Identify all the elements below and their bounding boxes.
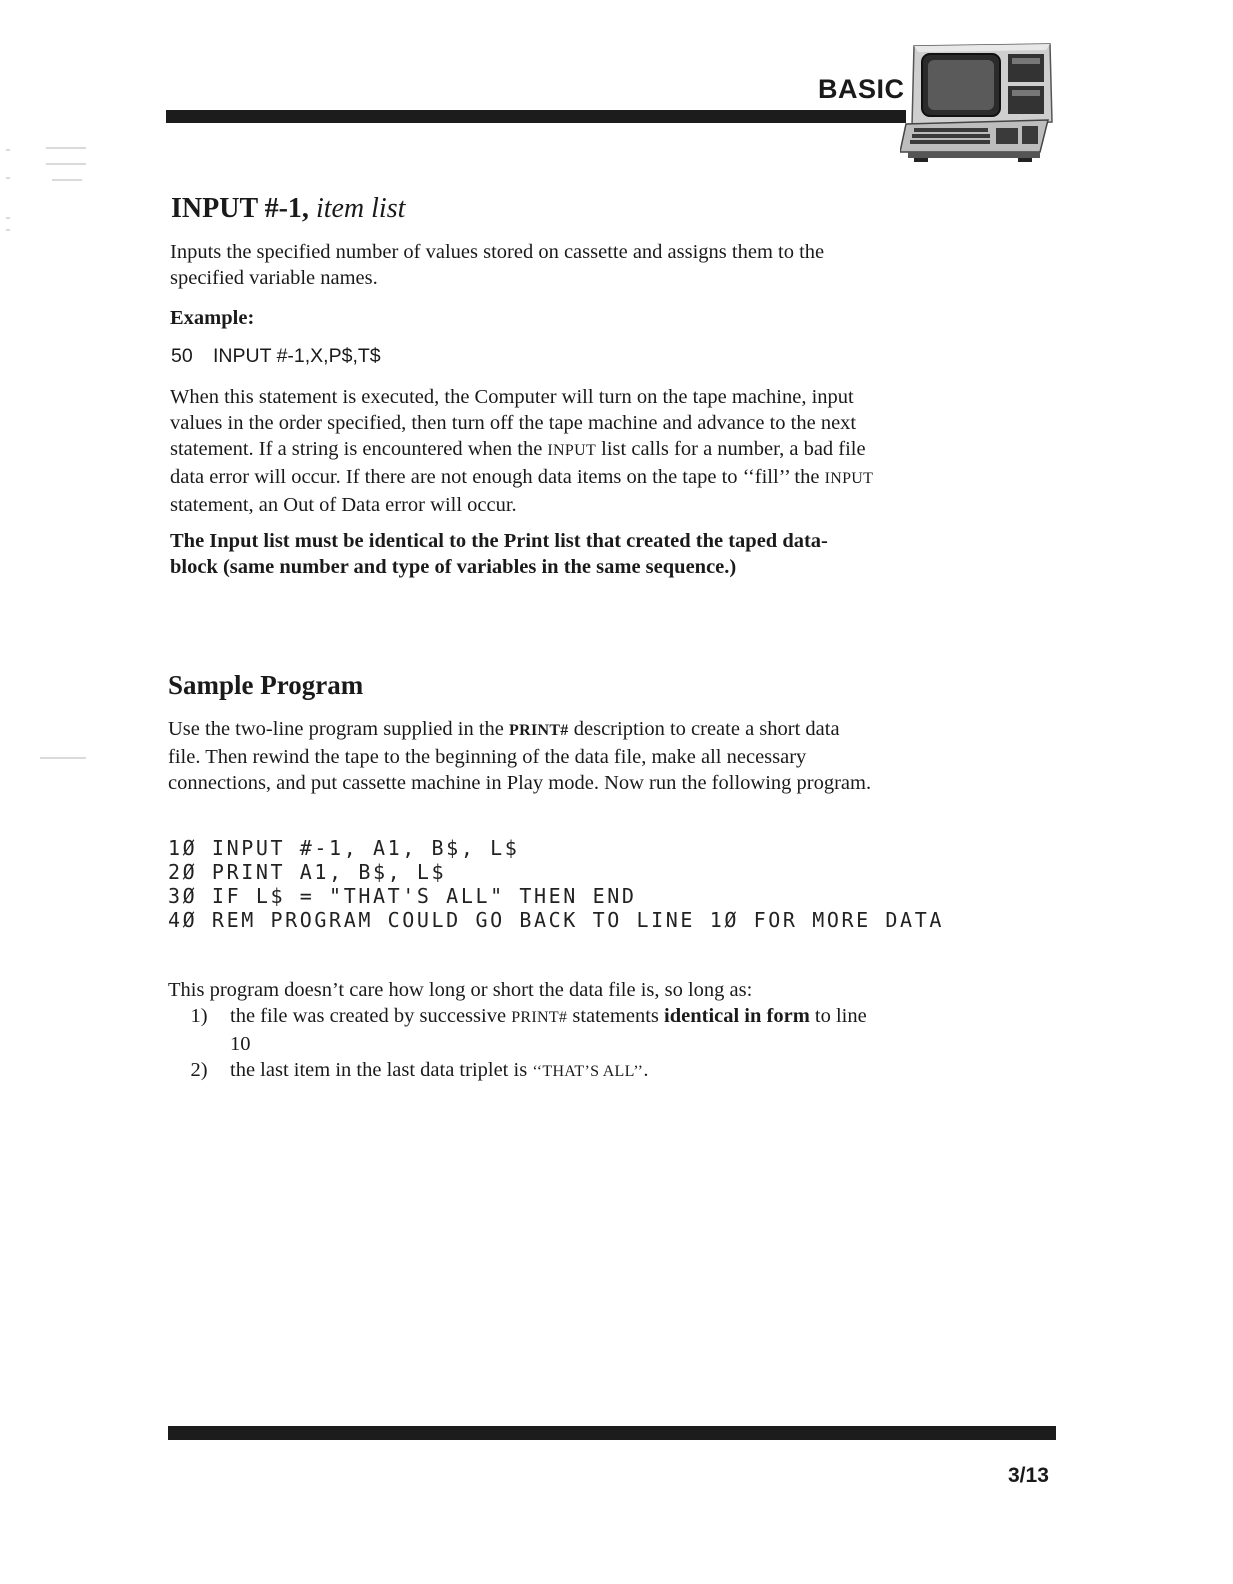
condition-text-part: the last item in the last data triplet is (230, 1059, 533, 1081)
sample-conclusion: This program doesn’t care how long or short the data file is, so long as: (168, 979, 753, 1001)
sample-code-listing (168, 836, 944, 932)
code-line: 1Ø INPUT #-1, A1, B$, L$ (168, 836, 520, 860)
sample-heading: Sample Program (168, 670, 364, 700)
conditions-block (168, 977, 888, 1085)
condition-emphasis: identical in form (664, 1005, 810, 1027)
condition-number: 1) (190, 1005, 208, 1027)
condition-text-part: statements (567, 1005, 665, 1027)
command-heading (171, 193, 405, 225)
print-keyword: PRINT# (509, 722, 569, 739)
print-keyword: PRINT# (511, 1009, 568, 1026)
footer-rule (168, 1426, 1056, 1440)
condition-text-part: . (643, 1059, 649, 1081)
sample-intro (168, 716, 873, 796)
thats-all-literal: ‘‘THAT’S ALL’’ (532, 1063, 644, 1080)
input-keyword: INPUT (547, 442, 597, 459)
code-line: 2Ø PRINT A1, B$, L$ (168, 860, 447, 884)
example-line-number: 50 (171, 345, 193, 367)
code-line: 4Ø REM PROGRAM COULD GO BACK TO LINE 1Ø FOR MORE DATA (168, 908, 944, 932)
command-note: The Input list must be identical to the Print list that created the taped data-block (same number and type of variables in the same sequence.) (170, 530, 828, 578)
condition-text (230, 1003, 870, 1057)
code-line: 3Ø IF L$ = "THAT'S ALL" THEN END (168, 884, 637, 908)
explanation-text: statement, an Out of Data error will occur. (170, 494, 517, 516)
margin-marks (0, 130, 95, 770)
page-number-text: 3/13 (1008, 1464, 1049, 1487)
command-keyword: INPUT #-1, (171, 193, 309, 224)
command-explanation (170, 384, 890, 518)
example-label: Example: (170, 307, 255, 329)
explanation-text: list calls for a number, a bad file data error will occur. If there are not enough data items on the tape to ‘‘fill’’ the (170, 438, 866, 488)
section-label: BASIC (818, 74, 905, 104)
intro-text: Use the two-line program supplied in the (168, 718, 510, 740)
page-number (1008, 1464, 1049, 1488)
condition-item (168, 1003, 888, 1057)
input-keyword: INPUT (824, 470, 874, 487)
command-description: Inputs the specified number of values stored on cassette and assigns them to the specified variable names. (170, 241, 825, 289)
condition-item (168, 1057, 888, 1085)
explanation-text: When this statement is executed, the Computer will turn on the tape machine, input values in the order specified, then turn off the tape machine and advance to the next statement. If a string is encountered when the (170, 386, 857, 460)
condition-text-part: to line 10 (230, 1005, 867, 1055)
command-argument: item list (315, 193, 406, 224)
example-code (171, 345, 381, 368)
condition-text-part: the file was created by successive (230, 1005, 512, 1027)
condition-text (230, 1057, 870, 1085)
intro-text: description to create a short data file. Then rewind the tape to the beginning of the data file, make all necessary connections, and put cassette machine in Play mode. Now run the following program. (168, 718, 872, 794)
example-statement: INPUT #-1,X,P$,T$ (213, 345, 381, 367)
computer-illustration (900, 40, 1060, 165)
header-rule (166, 110, 906, 123)
condition-number: 2) (190, 1059, 208, 1081)
